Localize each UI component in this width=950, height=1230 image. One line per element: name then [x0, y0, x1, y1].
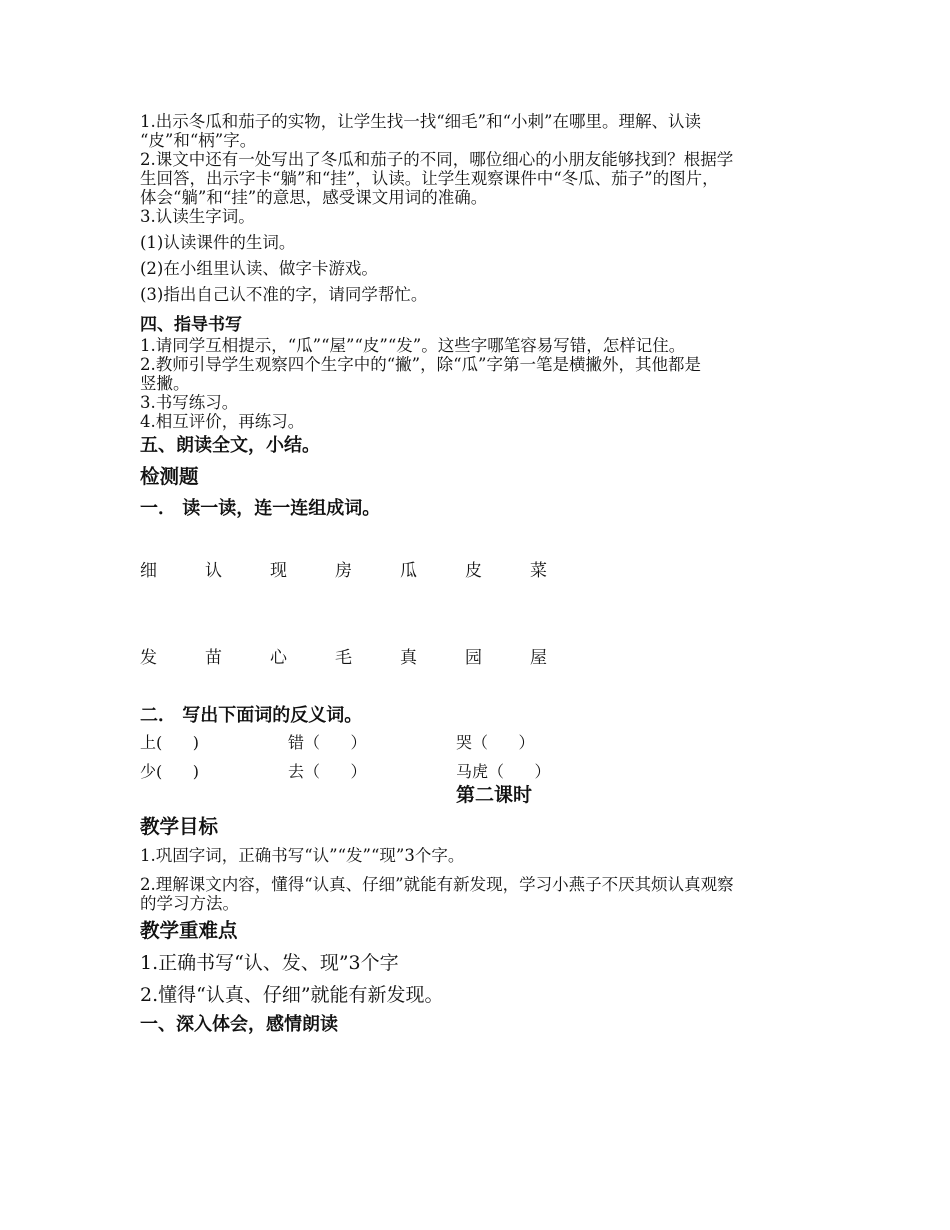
paragraph-a2-cont2: 体会“躺”和“挂”的意思，感受课文用词的准确。 — [140, 188, 488, 207]
char: 毛 — [335, 648, 352, 668]
antonym-item: 哭（ ） — [456, 733, 535, 752]
char-row-1 — [140, 560, 820, 582]
section-4-title: 四、指导书写 — [140, 315, 242, 335]
section-4-item-3: 3.书写练习。 — [140, 393, 239, 412]
section-5-title: 五、朗读全文，小结。 — [140, 435, 320, 456]
section-4-item-2: 2.教师引导学生观察四个生字中的“撇”，除“瓜”字第一笔是横撇外，其他都是 — [140, 355, 701, 374]
char: 苗 — [205, 648, 222, 668]
char: 皮 — [465, 561, 482, 581]
antonym-item: 马虎（ ） — [456, 762, 551, 781]
char: 园 — [465, 648, 482, 668]
lesson-2-section-1-title: 一、深入体会，感情朗读 — [140, 1014, 338, 1035]
char-row-2 — [140, 647, 820, 669]
quiz-title: 检测题 — [140, 465, 199, 488]
char: 现 — [270, 561, 287, 581]
paragraph-a3: 3.认读生字词。 — [140, 207, 255, 226]
lesson-2-title: 第二课时 — [456, 784, 533, 806]
antonym-row-2 — [140, 762, 820, 782]
quiz-q1-title: 一． 读一读，连一连组成词。 — [140, 498, 381, 519]
char: 房 — [335, 561, 352, 581]
document-page — [140, 112, 820, 1036]
sub-item-2: (2)在小组里认读、做字卡游戏。 — [140, 259, 378, 278]
char: 真 — [400, 648, 417, 668]
section-4-item-4: 4.相互评价，再练习。 — [140, 412, 305, 431]
goals-title: 教学目标 — [140, 815, 219, 838]
goal-1: 1.巩固字词，正确书写“认”“发”“现”3个字。 — [140, 846, 465, 865]
goal-2: 2.理解课文内容，懂得“认真、仔细”就能有新发现，学习小燕子不厌其烦认真观察 — [140, 875, 734, 894]
char: 心 — [270, 648, 287, 668]
char: 发 — [140, 648, 157, 668]
quiz-q2-title: 二． 写出下面词的反义词。 — [140, 705, 363, 726]
section-4-item-2-cont: 竖撇。 — [140, 374, 190, 393]
paragraph-a2-cont: 生回答，出示字卡“躺”和“挂”，认读。让学生观察课件中“冬瓜、茄子”的图片， — [140, 169, 719, 188]
antonym-item: 少( ) — [140, 762, 200, 781]
char: 细 — [140, 561, 157, 581]
antonym-row-1 — [140, 733, 820, 753]
key-point-1: 1.正确书写“认、发、现”3个字 — [140, 952, 399, 974]
char: 认 — [205, 561, 222, 581]
paragraph-a1: 1.出示冬瓜和茄子的实物，让学生找一找“细毛”和“小刺”在哪里。理解、认读 — [140, 112, 701, 131]
char: 屋 — [530, 648, 547, 668]
key-points-title: 教学重难点 — [140, 919, 238, 942]
goal-2-cont: 的学习方法。 — [140, 894, 239, 913]
sub-item-1: (1)认读课件的生词。 — [140, 233, 296, 252]
char: 瓜 — [400, 561, 417, 581]
antonym-item: 去（ ） — [288, 762, 367, 781]
antonym-item: 错（ ） — [288, 733, 367, 752]
section-4-item-1: 1.请同学互相提示，“瓜”“屋”“皮”“发”。这些字哪笔容易写错，怎样记住。 — [140, 336, 686, 355]
antonym-item: 上( ) — [140, 733, 200, 752]
key-point-2: 2.懂得“认真、仔细”就能有新发现。 — [140, 984, 444, 1006]
paragraph-a1-cont: “皮”和“柄”字。 — [140, 131, 257, 150]
paragraph-a2: 2.课文中还有一处写出了冬瓜和茄子的不同，哪位细心的小朋友能够找到？根据学 — [140, 150, 734, 169]
char: 菜 — [530, 561, 547, 581]
sub-item-3: (3)指出自己认不准的字，请同学帮忙。 — [140, 285, 428, 304]
